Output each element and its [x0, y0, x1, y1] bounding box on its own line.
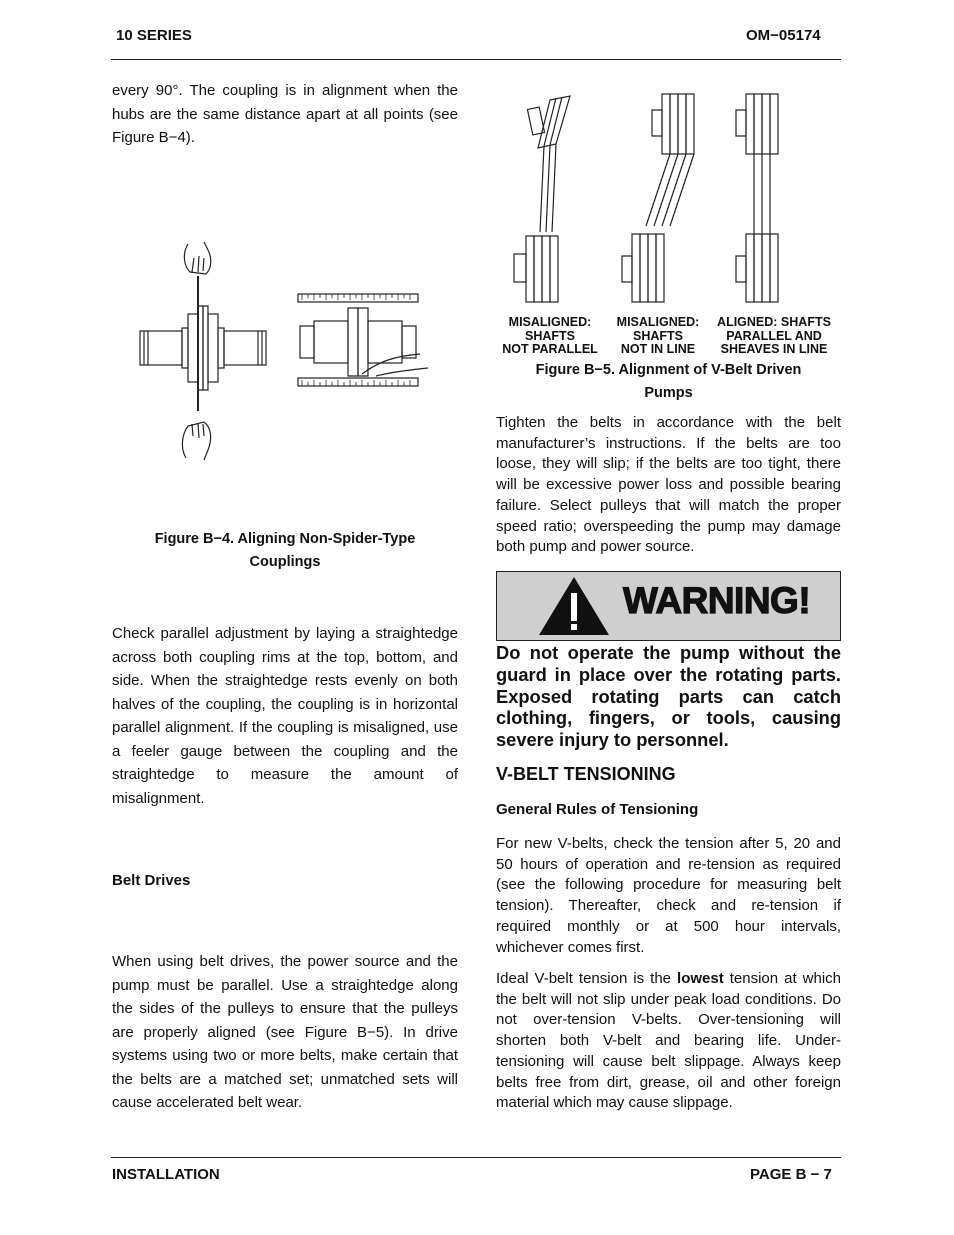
footer-section: INSTALLATION	[112, 1166, 220, 1183]
figure-b4-caption-line1: Figure B−4. Aligning Non-Spider-Type	[154, 531, 416, 547]
ideal-tension-pre: Ideal V-belt tension is the	[496, 970, 678, 987]
intro-paragraph: every 90°. The coupling is in alignment when the hubs are the same distance apart at all points (see Figure B−4).	[112, 82, 458, 146]
fig5-label-not-parallel	[496, 316, 604, 357]
figure-b5-caption	[496, 359, 841, 405]
header-series: 10 SERIES	[116, 27, 192, 44]
ideal-tension-post: tension at which the belt will not slip under peak load conditions. Do not over-tension V-belts. Over-tensioning will shorten both V-belt and bearing life. Under-tensioning will cause belt slippage. Always keep belts free from dirt, grease, oil and other foreign material which may cause slippage.	[496, 970, 841, 1112]
ideal-tension-paragraph	[496, 969, 841, 1114]
warning-text: Do not operate the pump without the guard in place over the rotating parts. Exposed rotating parts can catch clothing, fingers, or tools, causing severe injury to personnel.	[496, 642, 841, 751]
belt-drives-paragraph: When using belt drives, the power source and the pump must be parallel. Use a straightedge along the sides of the pulleys to ensure that the pulleys are properly aligned (see Figure B−5). In drive systems using two or more belts, make certain that the belts are a matched set; unmatched sets will cause accelerated belt wear.	[112, 953, 458, 1111]
fig5-label-1-line1: MISALIGNED:	[508, 315, 592, 329]
parallel-adjustment-paragraph: Check parallel adjustment by laying a straightedge across both coupling rims at the top, bottom, and side. When the straightedge rests evenly on both halves of the coupling, the coupling is in horizontal parallel alignment. If the coupling is misaligned, use a feeler gauge between the coupling and the straightedge to measure the amount of misalignment.	[112, 625, 458, 807]
fig5-label-1-line2: SHAFTS	[525, 328, 575, 343]
fig5-label-2-line3: NOT IN LINE	[620, 342, 696, 356]
footer-rule	[111, 1157, 841, 1158]
warning-banner	[496, 571, 841, 641]
fig5-label-not-in-line	[604, 316, 712, 357]
fig5-label-3-line3: SHEAVES IN LINE	[720, 342, 828, 356]
footer-page-number: PAGE B − 7	[750, 1166, 832, 1183]
figure-b4-illustration	[130, 236, 430, 468]
fig5-label-1-line3: NOT PARALLEL	[502, 342, 598, 356]
general-rules-heading: General Rules of Tensioning	[496, 801, 699, 818]
figure-b5-caption-line2: Pumps	[644, 385, 693, 401]
tighten-belts-paragraph: Tighten the belts in accordance with the belt manufacturer’s instructions. If the belts are too loose, they will slip; if the belts are too tight, there will be excessive power loss and possible bearing failure. Select pulleys that will match the proper speed ratio; overspeeding the pump may damage both pump and power source.	[496, 414, 841, 556]
figure-b5-caption-line1: Figure B−5. Alignment of V-Belt Driven	[535, 362, 802, 378]
ideal-tension-bold: lowest	[677, 970, 724, 987]
warning-triangle-icon	[537, 575, 611, 637]
v-belt-tensioning-heading: V-BELT TENSIONING	[496, 764, 676, 784]
belt-drives-heading: Belt Drives	[112, 872, 191, 889]
fig5-label-2-line1: MISALIGNED:	[616, 315, 700, 329]
fig5-label-2-line2: SHAFTS	[633, 328, 683, 343]
figure-b4-caption	[112, 528, 458, 574]
warning-word: WARNING!	[623, 580, 811, 621]
fig5-label-3-line2: PARALLEL AND	[726, 328, 822, 343]
figure-b5-illustration	[496, 86, 841, 312]
left-shaft-hub-a	[140, 331, 182, 365]
fig5-label-3-line1: ALIGNED: SHAFTS	[717, 315, 831, 329]
figure-b4-caption-line2: Couplings	[249, 554, 321, 570]
fig5-label-aligned	[712, 316, 836, 357]
header-rule	[111, 59, 841, 60]
new-belts-paragraph: For new V-belts, check the tension after 5, 20 and 50 hours of operation and re-tension as required (see the following procedure for measuring belt tension). Thereafter, check and re-tension if required monthly or at 500 hour intervals, whichever comes first.	[496, 835, 841, 956]
header-doc-number: OM−05174	[746, 27, 821, 44]
